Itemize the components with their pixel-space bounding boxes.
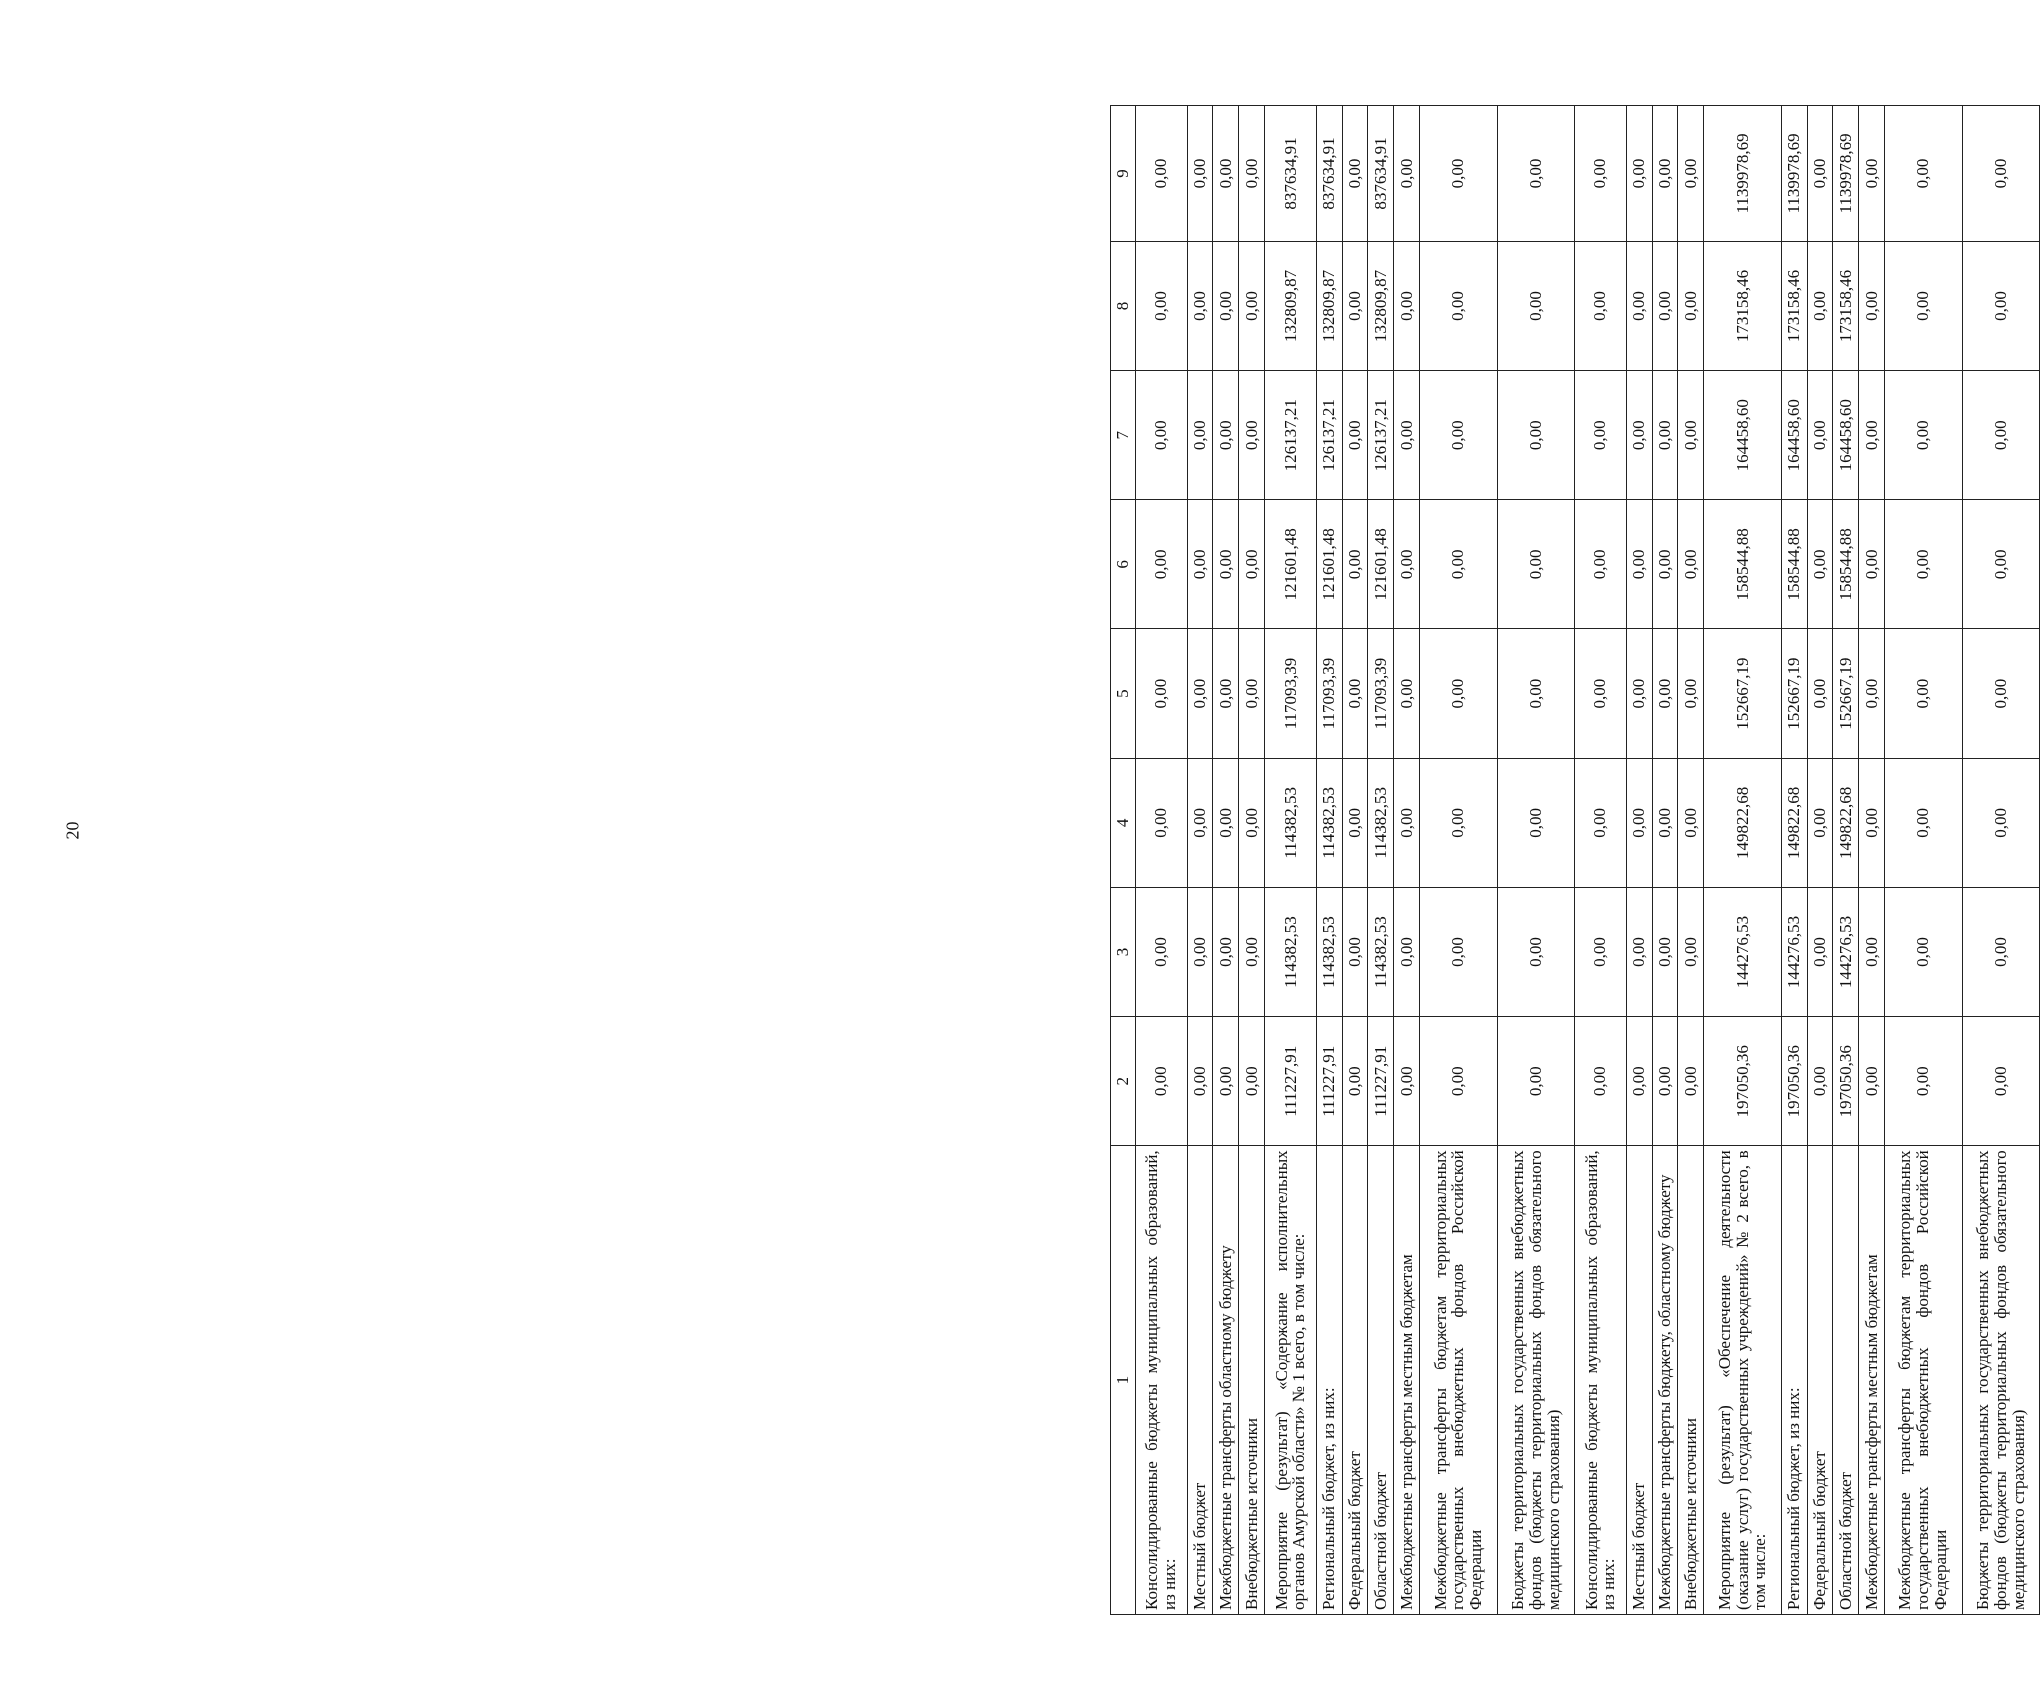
- cell-value: 0,00: [1962, 629, 2040, 758]
- cell-value: 121601,48: [1316, 500, 1342, 629]
- cell-value: 0,00: [1859, 629, 1885, 758]
- cell-value: 111227,91: [1368, 1017, 1394, 1146]
- cell-value: 0,00: [1239, 629, 1265, 758]
- cell-value: 0,00: [1626, 758, 1652, 887]
- row-label: Межбюджетные трансферты бюджетам территориальных государственных внебюджетных фондов Российской Федерации: [1885, 1146, 1962, 1615]
- cell-value: 0,00: [1342, 629, 1368, 758]
- table-row: [1807, 106, 1833, 1615]
- table-row: [1652, 106, 1678, 1615]
- cell-value: 114382,53: [1368, 758, 1394, 887]
- cell-value: 0,00: [1807, 629, 1833, 758]
- cell-value: 173158,46: [1781, 241, 1807, 370]
- cell-value: 0,00: [1626, 629, 1652, 758]
- cell-value: 144276,53: [1833, 887, 1859, 1016]
- cell-value: 0,00: [1885, 1017, 1962, 1146]
- row-label: Межбюджетные трансферты местным бюджетам: [1394, 1146, 1420, 1615]
- cell-value: 149822,68: [1781, 758, 1807, 887]
- cell-value: 117093,39: [1316, 629, 1342, 758]
- cell-value: 837634,91: [1316, 106, 1342, 242]
- table-row: [1497, 106, 1574, 1615]
- cell-value: 0,00: [1575, 1017, 1627, 1146]
- cell-value: 0,00: [1239, 1017, 1265, 1146]
- cell-value: 0,00: [1575, 887, 1627, 1016]
- table-row: [1394, 106, 1420, 1615]
- cell-value: 114382,53: [1265, 758, 1317, 887]
- cell-value: 0,00: [1342, 887, 1368, 1016]
- column-header: 3: [1111, 887, 1136, 1016]
- column-number-row: [1111, 106, 1136, 1615]
- cell-value: 164458,60: [1833, 371, 1859, 500]
- cell-value: 114382,53: [1316, 887, 1342, 1016]
- table-row: [1575, 106, 1627, 1615]
- table-row: [1626, 106, 1652, 1615]
- row-label: Федеральный бюджет: [1342, 1146, 1368, 1615]
- row-label: Межбюджетные трансферты бюджетам территориальных государственных внебюджетных фондов Российской Федерации: [1420, 1146, 1497, 1615]
- row-label: Бюджеты территориальных государственных внебюджетных фондов (бюджеты территориальных фондов обязательного медицинского страхования): [1497, 1146, 1574, 1615]
- cell-value: 0,00: [1239, 106, 1265, 242]
- table-row: [1187, 106, 1213, 1615]
- cell-value: 0,00: [1652, 500, 1678, 629]
- cell-value: 0,00: [1652, 241, 1678, 370]
- cell-value: 0,00: [1859, 241, 1885, 370]
- cell-value: 0,00: [1394, 371, 1420, 500]
- table-row: [1833, 106, 1859, 1615]
- cell-value: 0,00: [1678, 500, 1704, 629]
- cell-value: 0,00: [1859, 371, 1885, 500]
- cell-value: 0,00: [1342, 371, 1368, 500]
- cell-value: 114382,53: [1368, 887, 1394, 1016]
- cell-value: 0,00: [1859, 887, 1885, 1016]
- cell-value: 0,00: [1213, 629, 1239, 758]
- cell-value: 0,00: [1420, 629, 1497, 758]
- cell-value: 0,00: [1962, 758, 2040, 887]
- row-label: Федеральный бюджет: [1807, 1146, 1833, 1615]
- row-label: Бюджеты территориальных государственных внебюджетных фондов (бюджеты территориальных фондов обязательного медицинского страхования): [1962, 1146, 2040, 1615]
- column-header: 2: [1111, 1017, 1136, 1146]
- cell-value: 1139978,69: [1704, 106, 1781, 242]
- cell-value: 173158,46: [1704, 241, 1781, 370]
- column-header: 4: [1111, 758, 1136, 887]
- cell-value: 0,00: [1626, 371, 1652, 500]
- cell-value: 121601,48: [1368, 500, 1394, 629]
- row-label: Консолидированные бюджеты муниципальных образований, из них:: [1136, 1146, 1188, 1615]
- cell-value: 0,00: [1213, 500, 1239, 629]
- table-row: [1342, 106, 1368, 1615]
- table-row: [1678, 106, 1704, 1615]
- cell-value: 0,00: [1575, 106, 1627, 242]
- cell-value: 0,00: [1187, 629, 1213, 758]
- cell-value: 0,00: [1136, 629, 1188, 758]
- cell-value: 0,00: [1575, 241, 1627, 370]
- cell-value: 0,00: [1859, 758, 1885, 887]
- cell-value: 0,00: [1885, 500, 1962, 629]
- cell-value: 0,00: [1678, 106, 1704, 242]
- cell-value: 0,00: [1807, 500, 1833, 629]
- cell-value: 0,00: [1187, 758, 1213, 887]
- cell-value: 0,00: [1394, 758, 1420, 887]
- cell-value: 0,00: [1497, 106, 1574, 242]
- cell-value: 0,00: [1626, 106, 1652, 242]
- cell-value: 0,00: [1239, 887, 1265, 1016]
- cell-value: 0,00: [1575, 629, 1627, 758]
- cell-value: 1139978,69: [1781, 106, 1807, 242]
- cell-value: 0,00: [1136, 106, 1188, 242]
- cell-value: 0,00: [1213, 758, 1239, 887]
- budget-table: [1110, 105, 2040, 1615]
- cell-value: 0,00: [1420, 371, 1497, 500]
- table-row: [1781, 106, 1807, 1615]
- cell-value: 0,00: [1652, 1017, 1678, 1146]
- cell-value: 0,00: [1962, 500, 2040, 629]
- cell-value: 1139978,69: [1833, 106, 1859, 242]
- cell-value: 0,00: [1962, 371, 2040, 500]
- table-row: [1962, 106, 2040, 1615]
- cell-value: 164458,60: [1781, 371, 1807, 500]
- cell-value: 114382,53: [1316, 758, 1342, 887]
- cell-value: 0,00: [1213, 1017, 1239, 1146]
- cell-value: 0,00: [1678, 371, 1704, 500]
- cell-value: 126137,21: [1368, 371, 1394, 500]
- cell-value: 0,00: [1420, 758, 1497, 887]
- cell-value: 0,00: [1497, 758, 1574, 887]
- cell-value: 0,00: [1136, 1017, 1188, 1146]
- cell-value: 0,00: [1859, 106, 1885, 242]
- cell-value: 149822,68: [1704, 758, 1781, 887]
- cell-value: 0,00: [1420, 241, 1497, 370]
- cell-value: 0,00: [1187, 371, 1213, 500]
- cell-value: 837634,91: [1368, 106, 1394, 242]
- cell-value: 0,00: [1213, 241, 1239, 370]
- cell-value: 0,00: [1136, 371, 1188, 500]
- cell-value: 0,00: [1626, 887, 1652, 1016]
- cell-value: 0,00: [1962, 1017, 2040, 1146]
- cell-value: 0,00: [1962, 887, 2040, 1016]
- column-header: 6: [1111, 500, 1136, 629]
- column-header: 5: [1111, 629, 1136, 758]
- column-header: 8: [1111, 241, 1136, 370]
- cell-value: 0,00: [1652, 887, 1678, 1016]
- cell-value: 0,00: [1213, 371, 1239, 500]
- cell-value: 0,00: [1342, 241, 1368, 370]
- cell-value: 0,00: [1394, 629, 1420, 758]
- cell-value: 164458,60: [1704, 371, 1781, 500]
- cell-value: 197050,36: [1781, 1017, 1807, 1146]
- table-body: [1136, 106, 2040, 1615]
- cell-value: 0,00: [1394, 500, 1420, 629]
- cell-value: 0,00: [1136, 241, 1188, 370]
- row-label: Региональный бюджет, из них:: [1781, 1146, 1807, 1615]
- cell-value: 837634,91: [1265, 106, 1317, 242]
- cell-value: 0,00: [1497, 887, 1574, 1016]
- table-row: [1239, 106, 1265, 1615]
- cell-value: 0,00: [1626, 1017, 1652, 1146]
- cell-value: 0,00: [1885, 758, 1962, 887]
- table-row: [1316, 106, 1342, 1615]
- cell-value: 158544,88: [1781, 500, 1807, 629]
- cell-value: 0,00: [1807, 106, 1833, 242]
- cell-value: 0,00: [1678, 1017, 1704, 1146]
- cell-value: 114382,53: [1265, 887, 1317, 1016]
- cell-value: 0,00: [1239, 371, 1265, 500]
- row-label: Местный бюджет: [1187, 1146, 1213, 1615]
- cell-value: 152667,19: [1704, 629, 1781, 758]
- cell-value: 0,00: [1342, 758, 1368, 887]
- cell-value: 0,00: [1807, 371, 1833, 500]
- cell-value: 0,00: [1652, 758, 1678, 887]
- cell-value: 0,00: [1678, 241, 1704, 370]
- table-row: [1420, 106, 1497, 1615]
- cell-value: 152667,19: [1833, 629, 1859, 758]
- cell-value: 0,00: [1187, 1017, 1213, 1146]
- cell-value: 132809,87: [1316, 241, 1342, 370]
- cell-value: 0,00: [1342, 106, 1368, 242]
- table-row: [1265, 106, 1317, 1615]
- cell-value: 197050,36: [1704, 1017, 1781, 1146]
- cell-value: 0,00: [1394, 241, 1420, 370]
- cell-value: 0,00: [1420, 500, 1497, 629]
- cell-value: 0,00: [1807, 241, 1833, 370]
- cell-value: 0,00: [1885, 106, 1962, 242]
- row-label: Внебюджетные источники: [1239, 1146, 1265, 1615]
- cell-value: 0,00: [1394, 1017, 1420, 1146]
- cell-value: 0,00: [1136, 500, 1188, 629]
- cell-value: 132809,87: [1368, 241, 1394, 370]
- cell-value: 126137,21: [1265, 371, 1317, 500]
- cell-value: 0,00: [1885, 629, 1962, 758]
- cell-value: 126137,21: [1316, 371, 1342, 500]
- row-label: Региональный бюджет, из них:: [1316, 1146, 1342, 1615]
- cell-value: 0,00: [1394, 887, 1420, 1016]
- cell-value: 0,00: [1807, 887, 1833, 1016]
- row-label: Межбюджетные трансферты областному бюджету: [1213, 1146, 1239, 1615]
- cell-value: 0,00: [1187, 106, 1213, 242]
- table-row: [1213, 106, 1239, 1615]
- cell-value: 0,00: [1497, 241, 1574, 370]
- column-header: 1: [1111, 1146, 1136, 1615]
- cell-value: 0,00: [1239, 241, 1265, 370]
- cell-value: 0,00: [1859, 500, 1885, 629]
- cell-value: 0,00: [1342, 1017, 1368, 1146]
- cell-value: 111227,91: [1316, 1017, 1342, 1146]
- cell-value: 158544,88: [1704, 500, 1781, 629]
- cell-value: 0,00: [1652, 629, 1678, 758]
- row-label: Областной бюджет: [1368, 1146, 1394, 1615]
- cell-value: 0,00: [1420, 106, 1497, 242]
- rotated-table-wrapper: [1110, 105, 2040, 1615]
- column-header: 7: [1111, 371, 1136, 500]
- cell-value: 117093,39: [1368, 629, 1394, 758]
- cell-value: 0,00: [1652, 371, 1678, 500]
- cell-value: 0,00: [1575, 500, 1627, 629]
- cell-value: 117093,39: [1265, 629, 1317, 758]
- cell-value: 0,00: [1420, 1017, 1497, 1146]
- cell-value: 0,00: [1420, 887, 1497, 1016]
- column-header: 9: [1111, 106, 1136, 242]
- cell-value: 0,00: [1859, 1017, 1885, 1146]
- cell-value: 0,00: [1187, 241, 1213, 370]
- cell-value: 121601,48: [1265, 500, 1317, 629]
- cell-value: 0,00: [1187, 887, 1213, 1016]
- cell-value: 0,00: [1187, 500, 1213, 629]
- cell-value: 0,00: [1962, 106, 2040, 242]
- cell-value: 0,00: [1136, 887, 1188, 1016]
- cell-value: 0,00: [1575, 758, 1627, 887]
- cell-value: 0,00: [1678, 629, 1704, 758]
- cell-value: 0,00: [1678, 758, 1704, 887]
- table-row: [1368, 106, 1394, 1615]
- cell-value: 0,00: [1678, 887, 1704, 1016]
- cell-value: 111227,91: [1265, 1017, 1317, 1146]
- cell-value: 144276,53: [1781, 887, 1807, 1016]
- cell-value: 0,00: [1239, 500, 1265, 629]
- cell-value: 0,00: [1626, 241, 1652, 370]
- cell-value: 0,00: [1497, 371, 1574, 500]
- row-label: Областной бюджет: [1833, 1146, 1859, 1615]
- row-label: Внебюджетные источники: [1678, 1146, 1704, 1615]
- cell-value: 144276,53: [1704, 887, 1781, 1016]
- cell-value: 0,00: [1807, 1017, 1833, 1146]
- cell-value: 0,00: [1394, 106, 1420, 242]
- cell-value: 152667,19: [1781, 629, 1807, 758]
- cell-value: 158544,88: [1833, 500, 1859, 629]
- cell-value: 0,00: [1962, 241, 2040, 370]
- table-row: [1136, 106, 1188, 1615]
- row-label: Консолидированные бюджеты муниципальных образований, из них:: [1575, 1146, 1627, 1615]
- cell-value: 0,00: [1885, 887, 1962, 1016]
- row-label: Мероприятие (результат) «Содержание исполнительных органов Амурской области» № 1 всего, в том числе:: [1265, 1146, 1317, 1615]
- table-row: [1885, 106, 1962, 1615]
- table-row: [1704, 106, 1781, 1615]
- cell-value: 0,00: [1497, 629, 1574, 758]
- cell-value: 0,00: [1807, 758, 1833, 887]
- cell-value: 0,00: [1497, 1017, 1574, 1146]
- cell-value: 0,00: [1575, 371, 1627, 500]
- cell-value: 197050,36: [1833, 1017, 1859, 1146]
- row-label: Межбюджетные трансферты местным бюджетам: [1859, 1146, 1885, 1615]
- cell-value: 0,00: [1652, 106, 1678, 242]
- row-label: Мероприятие (результат) «Обеспечение деятельности (оказание услуг) государственных учреждений» № 2 всего, в том числе:: [1704, 1146, 1781, 1615]
- cell-value: 0,00: [1497, 500, 1574, 629]
- cell-value: 132809,87: [1265, 241, 1317, 370]
- cell-value: 0,00: [1885, 371, 1962, 500]
- cell-value: 0,00: [1626, 500, 1652, 629]
- cell-value: 0,00: [1213, 106, 1239, 242]
- cell-value: 149822,68: [1833, 758, 1859, 887]
- row-label: Межбюджетные трансферты бюджету, областному бюджету: [1652, 1146, 1678, 1615]
- cell-value: 0,00: [1136, 758, 1188, 887]
- cell-value: 0,00: [1885, 241, 1962, 370]
- cell-value: 173158,46: [1833, 241, 1859, 370]
- table-row: [1859, 106, 1885, 1615]
- cell-value: 0,00: [1342, 500, 1368, 629]
- row-label: Местный бюджет: [1626, 1146, 1652, 1615]
- page-number: 20: [62, 821, 83, 840]
- cell-value: 0,00: [1239, 758, 1265, 887]
- cell-value: 0,00: [1213, 887, 1239, 1016]
